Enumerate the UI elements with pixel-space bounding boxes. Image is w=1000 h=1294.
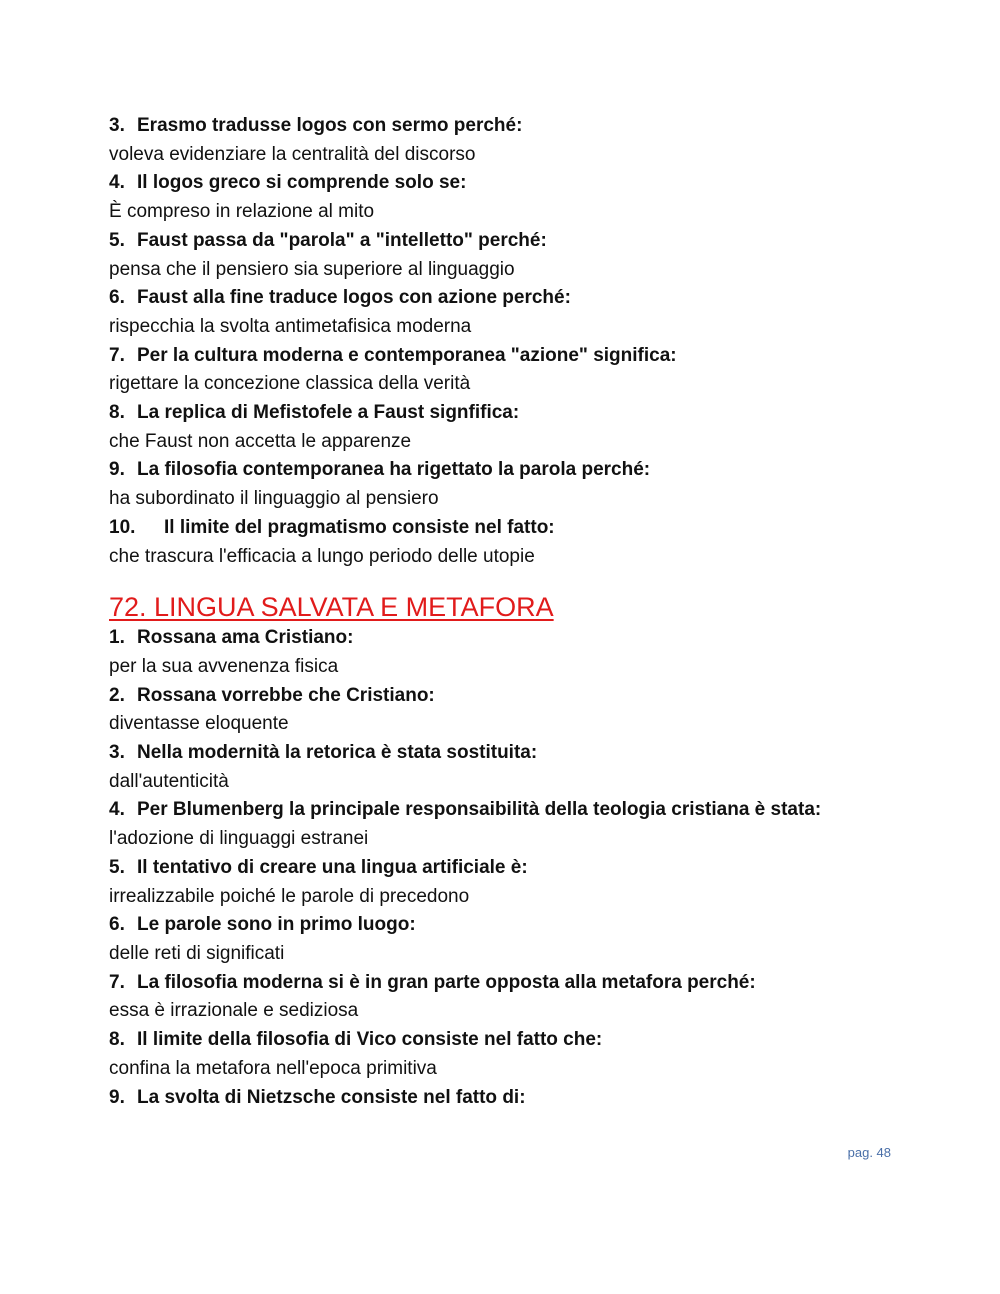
question-number: 6. [109, 914, 125, 936]
question-number: 8. [109, 402, 125, 424]
answer: l'adozione di linguaggi estranei [109, 828, 369, 850]
question-text: Il limite della filosofia di Vico consiste nel fatto che: [137, 1029, 603, 1051]
question-text: La svolta di Nietzsche consiste nel fatto di: [137, 1086, 526, 1108]
question-number: 2. [109, 684, 125, 706]
question-text: La replica di Mefistofele a Faust signfifica: [137, 402, 520, 424]
question-number: 1. [109, 627, 125, 649]
answer: pensa che il pensiero sia superiore al linguaggio [109, 258, 515, 280]
question-number: 5. [109, 229, 125, 251]
question-number: 4. [109, 172, 125, 194]
answer: che Faust non accetta le apparenze [109, 430, 412, 452]
answer: È compreso in relazione al mito [109, 201, 375, 223]
answer: irrealizzabile poiché le parole di precedono [109, 885, 470, 907]
question-text: Il tentativo di creare una lingua artificiale è: [137, 856, 528, 878]
question-text: Faust passa da "parola" a "intelletto" perché: [137, 229, 547, 251]
question [109, 342, 929, 371]
answer: delle reti di significati [109, 942, 285, 964]
answer: voleva evidenziare la centralità del discorso [109, 143, 476, 165]
question-number: 9. [109, 1086, 125, 1108]
question [109, 854, 929, 883]
question [109, 456, 929, 485]
question-text: Rossana ama Cristiano: [137, 627, 354, 649]
question-text: Le parole sono in primo luogo: [137, 914, 416, 936]
answer: essa è irrazionale e sediziosa [109, 1000, 359, 1022]
question [109, 796, 929, 825]
answer: che trascura l'efficacia a lungo periodo delle utopie [109, 545, 535, 567]
question [109, 739, 929, 768]
question-text: Il logos greco si comprende solo se: [137, 172, 467, 194]
question [109, 1084, 929, 1113]
document-content [109, 112, 929, 1112]
question [109, 682, 929, 711]
question-text: La filosofia moderna si è in gran parte opposta alla metafora perché: [137, 971, 756, 993]
answer: dall'autenticità [109, 770, 229, 792]
question-list-71 [109, 112, 929, 571]
question [109, 911, 929, 940]
answer: ha subordinato il linguaggio al pensiero [109, 488, 439, 510]
question [109, 112, 929, 141]
question-number: 9. [109, 459, 125, 481]
answer: confina la metafora nell'epoca primitiva [109, 1057, 437, 1079]
question [109, 227, 929, 256]
question-text: Per la cultura moderna e contemporanea "azione" significa: [137, 344, 677, 366]
question-text: Rossana vorrebbe che Cristiano: [137, 684, 435, 706]
question-text: Faust alla fine traduce logos con azione perché: [137, 287, 571, 309]
question-text: Erasmo tradusse logos con sermo perché: [137, 115, 523, 136]
question-number: 7. [109, 971, 125, 993]
question [109, 399, 929, 428]
question [109, 284, 929, 313]
question [109, 624, 929, 653]
question-number: 7. [109, 344, 125, 366]
question [109, 514, 929, 543]
question-number: 3. [109, 115, 125, 136]
question-text: Il limite del pragmatismo consiste nel fatto: [164, 516, 555, 538]
question-text: La filosofia contemporanea ha rigettato la parola perché: [137, 459, 651, 481]
answer: per la sua avvenenza fisica [109, 655, 339, 677]
question-number: 4. [109, 799, 125, 821]
question-number: 6. [109, 287, 125, 309]
answer: rigettare la concezione classica della verità [109, 373, 471, 395]
question-text: Per Blumenberg la principale responsaibilità della teologia cristiana è stata: [137, 799, 822, 821]
answer: diventasse eloquente [109, 713, 289, 735]
question [109, 169, 929, 198]
section-heading: 72. LINGUA SALVATA E METAFORA [109, 592, 554, 623]
question-number: 5. [109, 856, 125, 878]
page-number: pag. 48 [847, 1145, 891, 1160]
question-number: 10. [109, 516, 136, 538]
question-text: Nella modernità la retorica è stata sostituita: [137, 742, 538, 764]
answer: rispecchia la svolta antimetafisica moderna [109, 315, 472, 337]
question-list-72 [109, 624, 929, 1112]
question-number: 3. [109, 742, 125, 764]
question [109, 969, 929, 998]
question-number: 8. [109, 1029, 125, 1051]
question [109, 1026, 929, 1055]
